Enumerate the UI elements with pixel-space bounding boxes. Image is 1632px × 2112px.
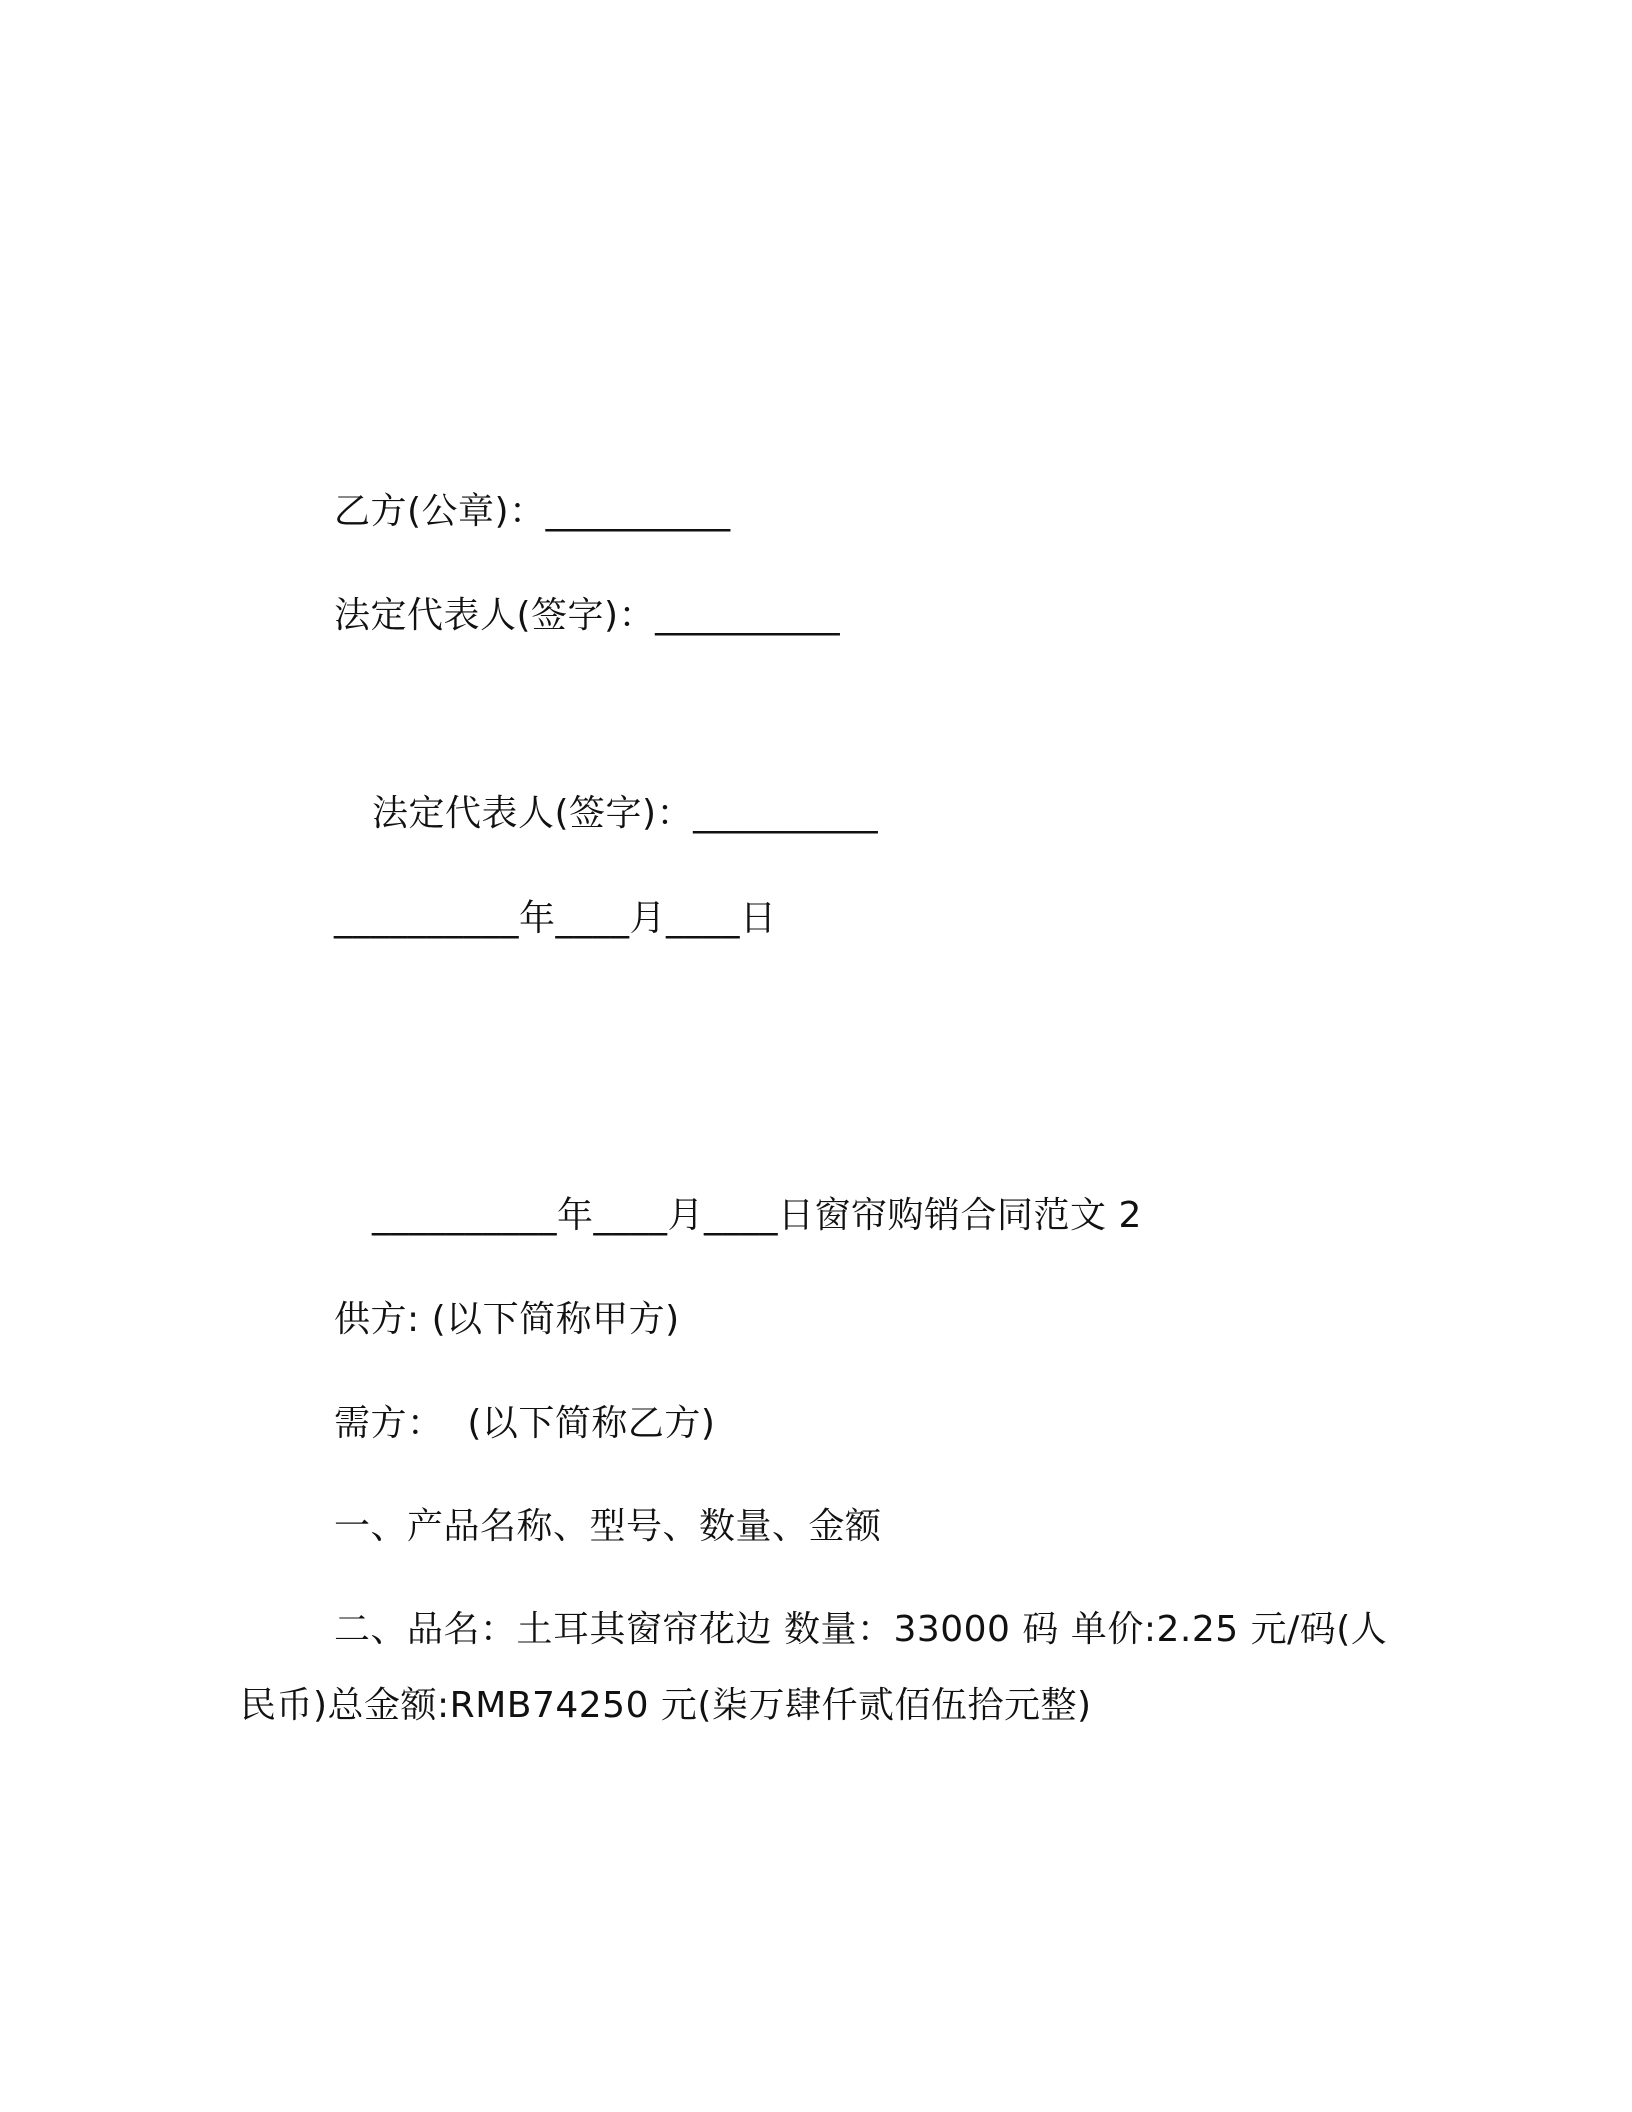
section-two-product-line: 二、品名：土耳其窗帘花边 数量：33000 码 单价:2.25 元/码(人 (334, 1609, 1388, 1650)
section-two-total-line: 民币)总金额:RMB74250 元(柒万肆仟贰佰伍拾元整) (240, 1685, 1092, 1726)
supplier-line: 供方: (以下简称甲方) (334, 1299, 680, 1340)
legal-representative-signature-line-2: 法定代表人(签字)：__________ (372, 793, 879, 834)
section-one-heading: 一、产品名称、型号、数量、金额 (334, 1506, 882, 1547)
contract-title-line: __________年____月____日窗帘购销合同范文 2 (372, 1195, 1142, 1236)
buyer-line: 需方： (以下简称乙方) (334, 1403, 716, 1444)
legal-representative-signature-line: 法定代表人(签字)：__________ (334, 595, 841, 636)
date-line: __________年____月____日 (334, 898, 777, 939)
party-b-seal-line: 乙方(公章)：__________ (334, 491, 731, 532)
